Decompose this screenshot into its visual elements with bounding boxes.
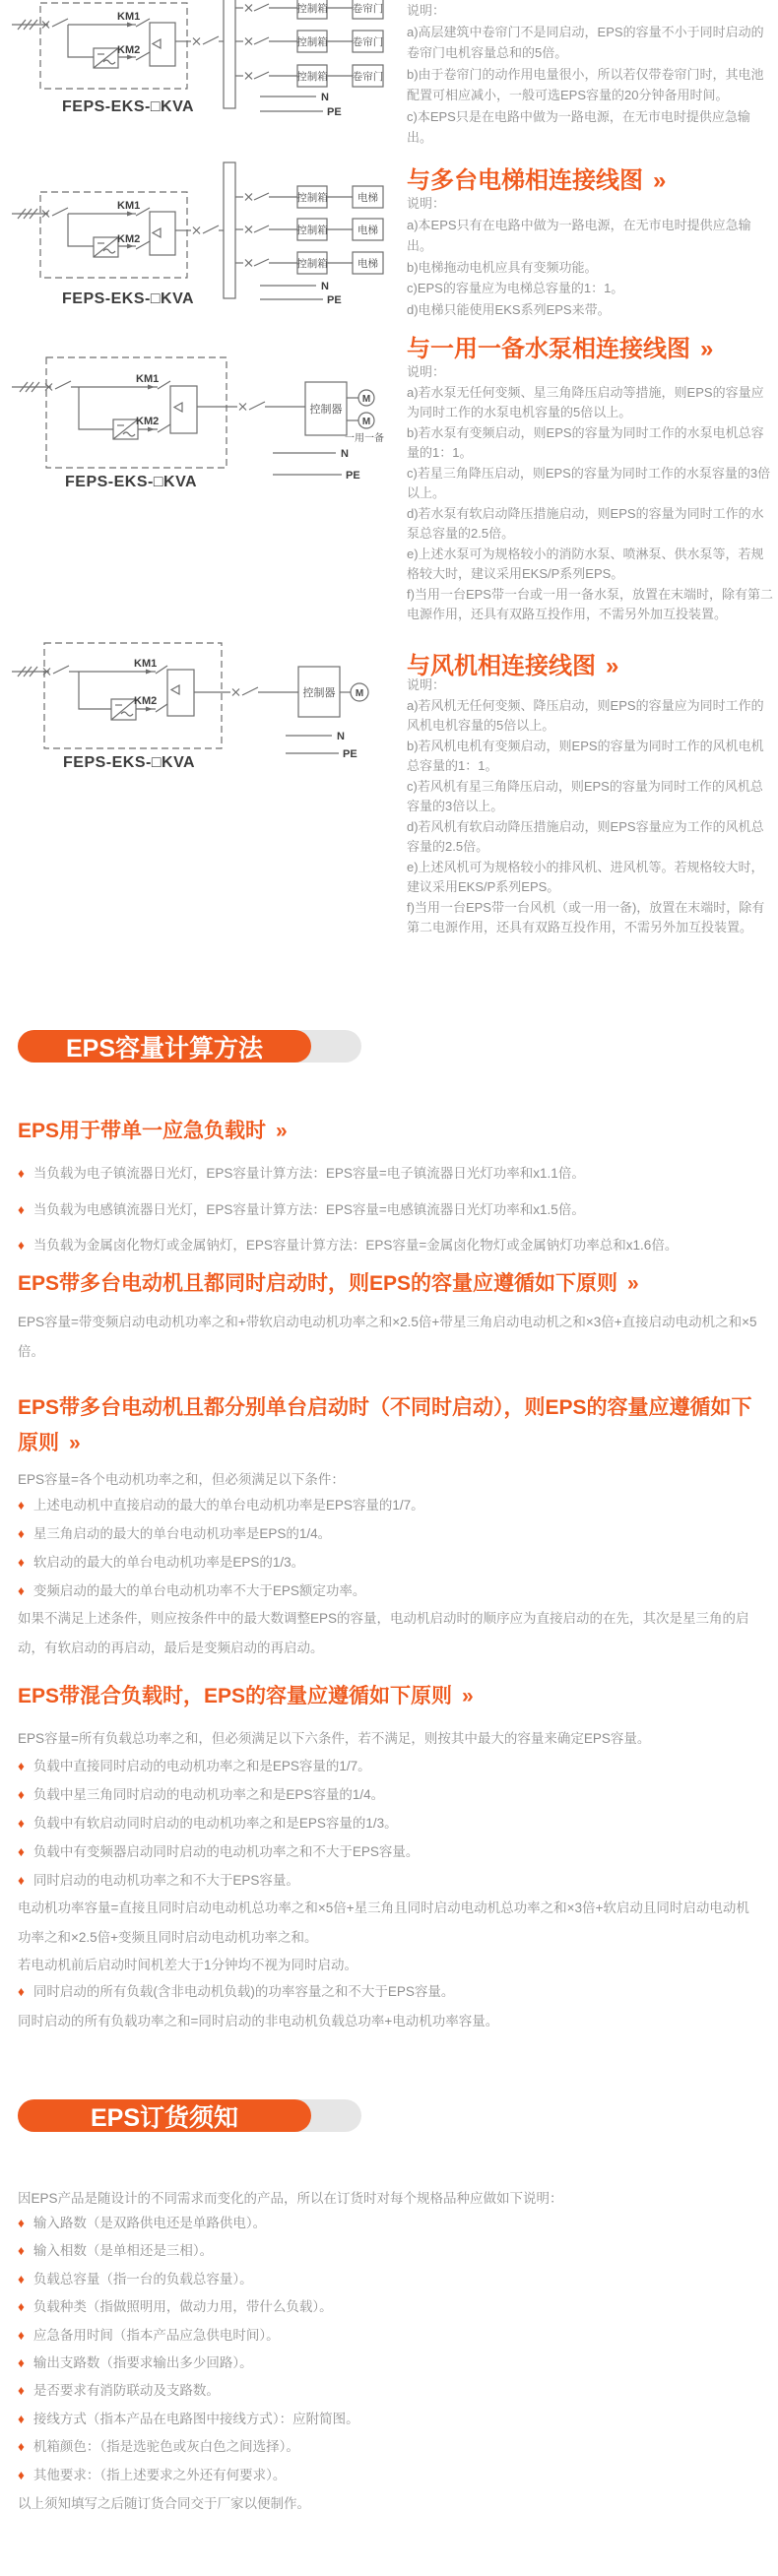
single-load-title — [18, 1114, 762, 1149]
n-label: N — [321, 281, 329, 292]
note-heading: 说明： — [407, 3, 446, 18]
motor-label: M — [361, 417, 371, 427]
outro-text: 如果不满足上述条件，则应按条件中的最大数调整EPS的容量，电动机启动时的顺序应为直接启动的在先，其次是星三角的启动，有软启动的再启动，最后是变频启动的再启动。 — [18, 1611, 749, 1655]
control-box-label: 控制箱 — [296, 258, 328, 270]
pe-line — [260, 106, 342, 118]
n-line — [260, 92, 329, 103]
intro-text: 因EPS产品是随设计的不同需求而变化的产品，所以在订货时对每个规格品种应做如下说明： — [18, 2191, 563, 2206]
eps-unit — [12, 3, 224, 115]
chevron-icon: » — [69, 1432, 81, 1454]
pe-label: PE — [327, 106, 342, 118]
chevron-icon: » — [627, 1272, 639, 1295]
fan-notes — [407, 676, 773, 938]
note-line: f)当用一台EPS带一台或一用一备水泵，放置在末端时，除有第二电源作用，还具有双路互投作用，不需另外加互投装置。 — [407, 586, 773, 621]
section-title-text: 与一用一备水泵相连接线图 — [407, 336, 690, 362]
note-line: c)EPS的容量应为电梯总容量的1：1。 — [407, 281, 624, 295]
list-item: ♦ 输入路数（是双路供电还是单路供电）。 — [18, 2210, 762, 2237]
elevator-label: 电梯 — [357, 258, 378, 270]
individual-motors-bullets — [18, 1491, 762, 1605]
control-box-label: 控制箱 — [296, 71, 328, 83]
outro-text: 以上须知填写之后随订货合同交于厂家以便制作。 — [18, 2496, 310, 2511]
note-line: c)本EPS只是在电路中做为一路电源，在无市电时提供应急输出。 — [407, 108, 750, 145]
single-load-section — [18, 1114, 762, 1149]
chevron-icon: » — [276, 1120, 288, 1142]
bullet-item: ♦ 软启动的最大的单台电动机功率是EPS的1/3。 — [18, 1548, 762, 1577]
elevator-notes — [407, 193, 773, 320]
km1-label: KM1 — [117, 11, 141, 23]
closing-text: 同时启动的所有负载功率之和=同时启动的非电动机负载总功率+电动机功率容量。 — [18, 2014, 499, 2029]
breaker-x-icon — [193, 227, 200, 234]
list-item: ♦ 其他要求：（指上述要求之外还有何要求）。 — [18, 2462, 762, 2489]
eps-unit-label: FEPS-EKS-□KVA — [63, 754, 196, 771]
simultaneous-motors-section — [18, 1266, 762, 1302]
fan-wiring-diagram — [0, 616, 389, 784]
chevron-icon: » — [653, 167, 667, 194]
pe-line — [260, 294, 342, 306]
changeover-triangle-icon — [171, 685, 179, 694]
note-text: 若电动机前后启动时间机差大于1分钟均不视为同时启动。 — [18, 1958, 358, 1972]
km2-label: KM2 — [117, 44, 141, 56]
intro-text: EPS容量=各个电动机功率之和，但必须满足以下条件： — [18, 1472, 345, 1487]
n-label: N — [341, 448, 349, 460]
eps-unit-label: FEPS-EKS-□KVA — [62, 290, 195, 307]
capacity-banner-label: EPS容量计算方法 — [18, 1030, 311, 1063]
capacity-banner — [18, 1030, 361, 1063]
note-line: b)电梯拖动电机应具有变频功能。 — [407, 259, 598, 275]
ordering-banner — [18, 2099, 361, 2132]
note-line: a)若风机无任何变频、降压启动，则EPS的容量应为同时工作的风机电机容量的5倍以上。 — [407, 697, 764, 733]
elevator-wiring-diagram — [0, 156, 389, 313]
list-item: ♦ 应急备用时间（指本产品应急供电时间）。 — [18, 2322, 762, 2350]
mixed-load-formula — [18, 1894, 762, 1952]
note-heading: 说明： — [407, 677, 446, 692]
elevator-label: 电梯 — [357, 225, 378, 236]
bus-bar — [224, 162, 235, 298]
eps-unit-label: FEPS-EKS-□KVA — [62, 98, 195, 115]
chevron-icon: » — [606, 653, 619, 679]
chevron-icon: » — [700, 336, 714, 362]
bullet-item: ♦ 负载中直接同时启动的电动机功率之和是EPS容量的1/7。 — [18, 1752, 762, 1780]
controller-block — [298, 667, 368, 717]
bullet-item: ♦ 上述电动机中直接启动的最大的单台电动机功率是EPS容量的1/7。 — [18, 1491, 762, 1519]
mixed-load-extra-bullet — [18, 1977, 762, 2006]
eps-unit — [12, 192, 224, 307]
list-item: ♦ 输出支路数（指要求输出多少回路）。 — [18, 2350, 762, 2377]
note-line: b)由于卷帘门的动作用电量很小，所以若仅带卷帘门时，其电池配置可相应减小，一般可选EPS容量的20分钟备用时间。 — [407, 66, 764, 102]
rolling-door-label: 卷帘门 — [352, 3, 384, 15]
ordering-outro — [18, 2489, 762, 2518]
km2-label: KM2 — [134, 695, 158, 707]
branch-row — [235, 0, 383, 19]
n-label: N — [337, 731, 345, 742]
controller-label: 控制器 — [302, 687, 336, 699]
breaker-x-icon — [193, 38, 200, 45]
pe-label: PE — [343, 748, 357, 760]
note-line: c)若风机有星三角降压启动，则EPS的容量为同时工作的风机总容量的3倍以上。 — [407, 778, 763, 813]
km2-label: KM2 — [136, 416, 160, 427]
note-line: f)当用一台EPS带一台风机（或一用一备)，放置在末端时，除有第二电源作用，还具有双路互投作用，不需另外加互投装置。 — [407, 899, 765, 934]
control-box-label: 控制箱 — [296, 192, 328, 204]
bullet-item: ♦ 同时启动的电动机功率之和不大于EPS容量。 — [18, 1866, 762, 1895]
list-item: ♦ 负载种类（指做照明用，做动力用，带什么负载）。 — [18, 2293, 762, 2321]
individual-motors-section — [18, 1390, 762, 1461]
changeover-triangle-icon — [174, 403, 182, 412]
km1-label: KM1 — [134, 658, 158, 670]
one-use-one-standby-label: 一用一备 — [345, 433, 384, 444]
rolling-door-label: 卷帘门 — [352, 71, 384, 83]
pe-label: PE — [346, 470, 360, 482]
note-line: e)上述水泵可为规格较小的消防水泵、喷淋泵、供水泵等，若规格较大时，建议采用EKS/P系列EPS。 — [407, 546, 764, 581]
note-line: a)本EPS只有在电路中做为一路电源，在无市电时提供应急输出。 — [407, 217, 751, 253]
branch-row — [235, 186, 383, 208]
section-title-text: EPS用于带单一应急负载时 — [18, 1120, 267, 1142]
mixed-load-title — [18, 1679, 762, 1714]
mixed-load-section — [18, 1679, 762, 1714]
elevator-section-title — [407, 161, 666, 195]
controller-block — [305, 382, 384, 444]
single-load-bullets — [18, 1156, 762, 1264]
km1-label: KM1 — [136, 373, 160, 385]
section-title-text: 与风机相连接线图 — [407, 653, 596, 679]
eps-unit-label: FEPS-EKS-□KVA — [65, 474, 198, 490]
ordering-list — [18, 2210, 762, 2489]
control-box-label: 控制箱 — [296, 3, 328, 15]
section-title-text: EPS带混合负载时，EPS的容量应遵循如下原则 — [18, 1685, 453, 1707]
bullet-item: ♦ 当负载为金属卤化物灯或金属钠灯，EPS容量计算方法：EPS容量=金属卤化物灯或金属钠灯功率总和x1.6倍。 — [18, 1228, 762, 1264]
note-line: b)若风机电机有变频启动，则EPS的容量为同时工作的风机电机总容量的1：1。 — [407, 738, 764, 773]
individual-motors-intro — [18, 1465, 762, 1494]
note-line: a)若水泵无任何变频、星三角降压启动等措施，则EPS的容量应为同时工作的水泵电机容量的5倍以上。 — [407, 384, 764, 419]
mixed-load-note — [18, 1951, 762, 1979]
pump-notes — [407, 362, 773, 625]
note-line: c)若星三角降压启动，则EPS的容量为同时工作的水泵容量的3倍以上。 — [407, 465, 771, 500]
bullet-item: ♦ 当负载为电子镇流器日光灯，EPS容量计算方法：EPS容量=电子镇流器日光灯功率和x1.1倍。 — [18, 1156, 762, 1192]
branch-row — [235, 65, 383, 87]
branch-row — [235, 31, 383, 52]
section-title-text: EPS带多台电动机且都同时启动时，则EPS的容量应遵循如下原则 — [18, 1272, 618, 1295]
pe-label: PE — [327, 294, 342, 306]
motor-label: M — [361, 394, 371, 405]
intro-text: EPS容量=所有负载总功率之和，但必须满足以下六条件，若不满足，则按其中最大的容量来确定EPS容量。 — [18, 1731, 651, 1746]
control-box-label: 控制箱 — [296, 36, 328, 48]
simultaneous-motors-formula — [18, 1308, 762, 1366]
rolling-door-label: 卷帘门 — [352, 36, 384, 48]
ordering-banner-label: EPS订货须知 — [18, 2099, 311, 2132]
pe-line — [273, 470, 360, 482]
breaker-x-icon — [232, 689, 239, 696]
changeover-triangle-icon — [153, 39, 161, 48]
list-item: ♦ 负载总容量（指一台的负载总容量）。 — [18, 2266, 762, 2293]
rolling-door-wiring-diagram — [0, 0, 389, 133]
km2-label: KM2 — [117, 233, 141, 245]
mixed-load-bullets — [18, 1752, 762, 1895]
note-line: d)若风机有软启动降压措施启动，则EPS容量应为工作的风机总容量的2.5倍。 — [407, 818, 764, 854]
simultaneous-motors-title — [18, 1266, 762, 1302]
note-heading: 说明： — [407, 196, 446, 211]
list-item: ♦ 是否要求有消防联动及支路数。 — [18, 2377, 762, 2405]
branch-row — [235, 219, 383, 240]
bullet-item: ♦ 同时启动的所有负载(含非电动机负载)的功率容量之和不大于EPS容量。 — [18, 1977, 762, 2006]
formula-text: EPS容量=带变频启动电动机功率之和+带软启动电动机功率之和×2.5倍+带星三角启动电动机之和×3倍+直接启动电动机之和×5倍。 — [18, 1315, 757, 1359]
list-item: ♦ 接线方式（指本产品在电路图中接线方式）：应附简图。 — [18, 2406, 762, 2433]
bullet-item: ♦ 负载中有变频器启动同时启动的电动机功率之和不大于EPS容量。 — [18, 1837, 762, 1866]
note-line: e)上述风机可为规格较小的排风机、进风机等。若规格较大时，建议采用EKS/P系列EPS。 — [407, 859, 764, 894]
control-box-label: 控制箱 — [296, 225, 328, 236]
changeover-triangle-icon — [153, 228, 161, 237]
list-item: ♦ 机箱颜色：（指是选驼色或灰白色之间选择）。 — [18, 2433, 762, 2461]
bullet-item: ♦ 当负载为电感镇流器日光灯，EPS容量计算方法：EPS容量=电感镇流器日光灯功率和x1.5倍。 — [18, 1192, 762, 1229]
controller-label: 控制器 — [309, 404, 343, 416]
bullet-item: ♦ 星三角启动的最大的单台电动机功率是EPS的1/4。 — [18, 1519, 762, 1548]
n-line — [260, 281, 329, 292]
note-line: d)若水泵有软启动降压措施启动，则EPS的容量为同时工作的水泵总容量的2.5倍。 — [407, 505, 764, 541]
n-line — [286, 731, 345, 742]
individual-motors-outro — [18, 1604, 762, 1662]
breaker-x-icon — [239, 404, 246, 411]
bullet-item: ♦ 负载中有软启动同时启动的电动机功率之和是EPS容量的1/3。 — [18, 1809, 762, 1837]
chevron-icon: » — [462, 1685, 474, 1707]
note-heading: 说明： — [407, 364, 446, 379]
mixed-load-closing — [18, 2007, 762, 2035]
ordering-intro — [18, 2184, 762, 2213]
pump-wiring-diagram — [0, 333, 389, 505]
pump-section-title — [407, 329, 713, 363]
bus-bar — [224, 0, 235, 108]
eps-unit — [12, 643, 298, 771]
n-label: N — [321, 92, 329, 103]
note-line: d)电梯只能使用EKS系列EPS来带。 — [407, 301, 611, 317]
elevator-label: 电梯 — [357, 192, 378, 204]
individual-motors-title — [18, 1390, 762, 1461]
note-line: b)若水泵有变频启动，则EPS的容量为同时工作的水泵电机总容量的1：1。 — [407, 424, 764, 460]
branch-row — [235, 252, 383, 274]
rolling-door-notes — [407, 0, 773, 149]
eps-unit — [12, 357, 305, 490]
formula-text: 电动机功率容量=直接且同时启动电动机总功率之和×5倍+星三角且同时启动电动机总功率之和×3倍+软启动且同时启动电动机功率之和×2.5倍+变频且同时启动电动机功率之和。 — [18, 1900, 749, 1945]
n-line — [273, 448, 349, 460]
note-line: a)高层建筑中卷帘门不是同启动，EPS的容量不小于同时启动的卷帘门电机容量总和的5倍。 — [407, 24, 764, 60]
pe-line — [286, 748, 357, 760]
section-title-text: 与多台电梯相连接线图 — [407, 167, 643, 194]
km1-label: KM1 — [117, 200, 141, 212]
list-item: ♦ 输入相数（是单相还是三相）。 — [18, 2237, 762, 2265]
mixed-load-intro — [18, 1724, 762, 1753]
bullet-item: ♦ 负载中星三角同时启动的电动机功率之和是EPS容量的1/4。 — [18, 1780, 762, 1809]
bullet-item: ♦ 变频启动的最大的单台电动机功率不大于EPS额定功率。 — [18, 1577, 762, 1605]
section-title-text: EPS带多台电动机且都分别单台启动时（不同时启动），则EPS的容量应遵循如下原则 — [18, 1396, 752, 1454]
motor-label: M — [355, 688, 364, 699]
